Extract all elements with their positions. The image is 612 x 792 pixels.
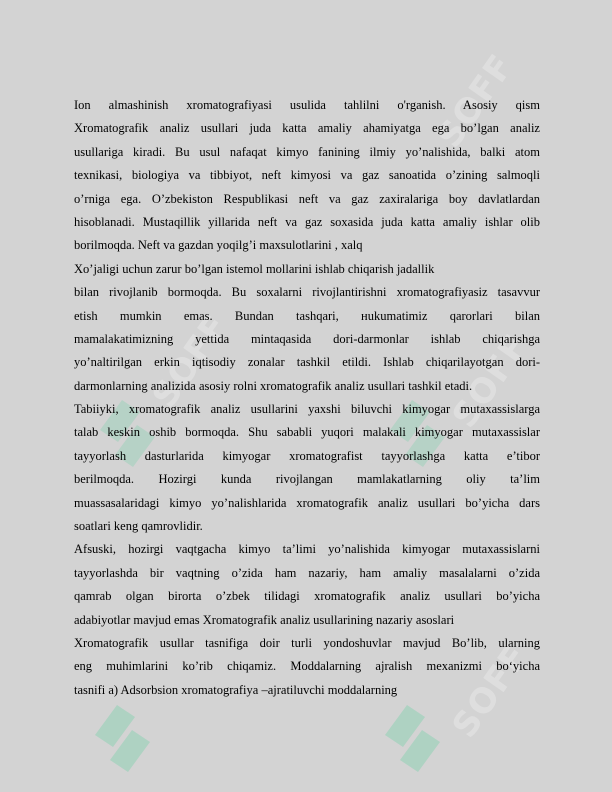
text-line: eng muhimlarini ko’rib chiqamiz. Moddalarning ajralish mexanizmi bo‘yicha [74, 659, 540, 674]
watermark-text: SOFF [444, 327, 537, 436]
text-line: yo’naltirilgan erkin iqtisodiy zonalar tashkil etildi. Ishlab chiqarilayotgan dori- [74, 355, 540, 370]
text-line: Ion almashinish xromatografiyasi usulida tahlilni o'rganish. Asosiy qism [74, 98, 540, 112]
watermark-text: SOFF [144, 307, 237, 416]
text-line: soatlari keng qamrovlidir. [74, 519, 203, 534]
text-line: mamalakatimizning yettida mintaqasida dori-darmonlar ishlab chiqarishga [74, 331, 540, 346]
document-body [74, 94, 540, 702]
text-line: Tabiiyki, xromatografik analiz usullarini yaxshi biluvchi kimyogar mutaxassislarga [74, 402, 540, 417]
text-line: muassasalaridagi kimyo yo’nalishlarida xromatografik analiz usullari bo’yicha dars [74, 495, 540, 510]
watermark-text: SOFF [429, 47, 522, 156]
text-line: Xo’jaligi uchun zarur bo’lgan istemol mollarini ishlab chiqarish jadallik [74, 261, 435, 276]
text-line: hisoblanadi. Mustaqillik yillarida neft va gaz soxasida juda katta amaliy ishlar olib [74, 214, 540, 229]
text-line: borilmoqda. Neft va gazdan yoqilg’i maxsulotlarini , xalq [74, 238, 363, 253]
text-line: bilan rivojlanib bormoqda. Bu soxalarni rivojlantirishni xromatografiyasiz tasavvur [74, 285, 540, 300]
text-line: etish mumkin emas. Bundan tashqari, нukumatimiz qarorlari bilan [74, 308, 540, 323]
text-line: qamrab olgan birorta o’zbek tilidagi xromatografik analiz usullari bo’yicha [74, 589, 540, 604]
text-line: talab keskin oshib bormoqda. Shu sababli yuqori malakali kimyogar mutaxassislar [74, 425, 540, 440]
text-line: tayyorlash dasturlarida kimyogar xromatografist tayyorlashga katta e’tibor [74, 448, 540, 463]
soff-logo-icon [95, 705, 150, 772]
text-line: Xromatografik usullar tasnifiga doir turli yondoshuvlar mavjud Bo’lib, ularning [74, 635, 540, 650]
text-line: Afsuski, hozirgi vaqtgacha kimyo ta’limi yo’nalishida kimyogar mutaxassislarni [74, 542, 540, 557]
text-line: Xromatografik analiz usullari juda katta amaliy ahamiyatga ega bo’lgan analiz [74, 121, 540, 136]
text-line: tasnifi a) Adsorbsion xromatografiya –ajratiluvchi moddalarning [74, 682, 398, 697]
text-line: tayyorlashda bir vaqtning o’zida ham nazariy, ham amaliy masalalarni o’zida [74, 565, 540, 580]
text-line: usullariga kiradi. Bu usul nafaqat kimyo fanining ilmiy yo’nalishida, balki atom [74, 144, 540, 159]
watermark-text: SOFF [444, 637, 537, 746]
text-line: texnikasi, biologiya va tibbiyot, neft kimyosi va gaz sanoatida o’zining salmoqli [74, 168, 540, 183]
text-line: o’rniga ega. O’zbekiston Respublikasi neft va gaz zaxiralariga boy davlatlardan [74, 191, 540, 206]
text-line: berilmoqda. Hozirgi kunda rivojlangan mamlakatlarning oliy ta’lim [74, 472, 540, 487]
soff-logo-icon [385, 705, 440, 772]
text-line: darmonlarning analizida asosiy rolni xromatografik analiz usullari tashkil etadi. [74, 378, 473, 393]
text-line: adabiyotlar mavjud emas Xromatografik analiz usullarining nazariy asoslari [74, 612, 455, 627]
